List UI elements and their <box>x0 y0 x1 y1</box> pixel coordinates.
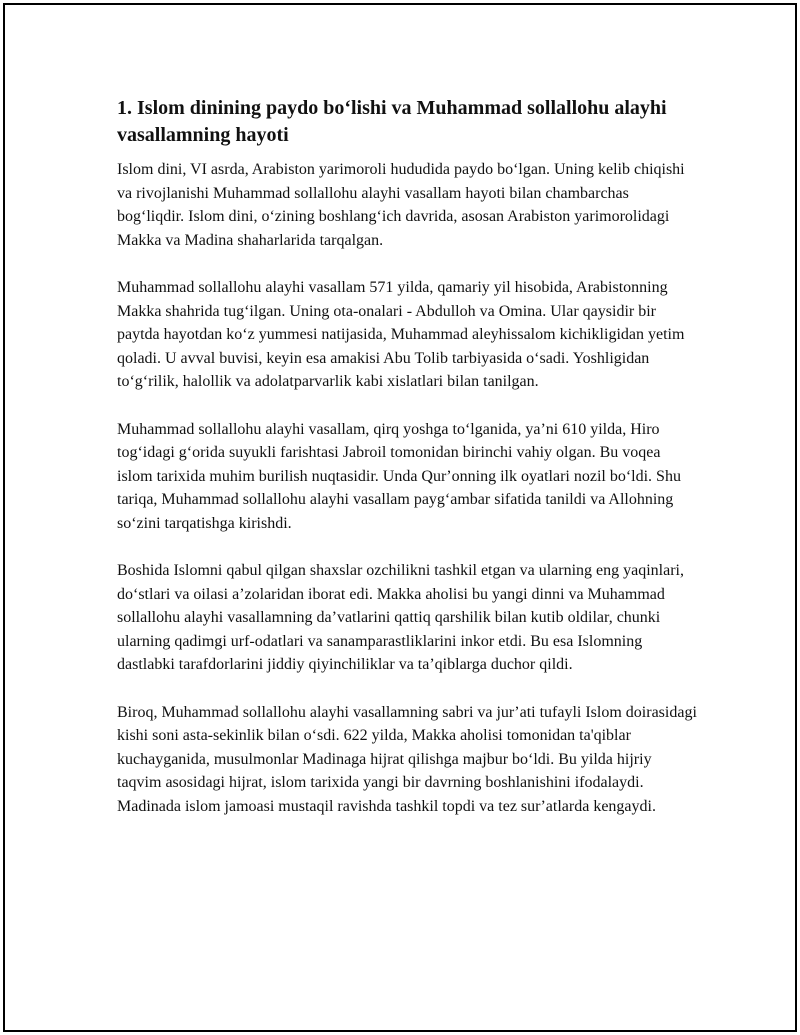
paragraph-4: Boshida Islomni qabul qilgan shaxslar ozchilikni tashkil etgan va ularning eng yaqinlari, doʻstlari va oilasi aʼzolaridan iborat edi. Makka aholisi bu yangi dinni va Muhammad sollallohu alayhi vasallamning daʼvatlarini qattiq qarshilik bilan kutib oldilar, chunki ularning qadimgi urf-odatlari va sanamparastliklarini inkor etdi. Bu esa Islomning dastlabki tarafdorlarini jiddiy qiyinchiliklar va taʼqiblarga duchor qildi. <box>117 562 684 673</box>
paragraph-3: Muhammad sollallohu alayhi vasallam, qirq yoshga toʻlganida, yaʼni 610 yilda, Hiro togʻidagi gʻorida suyukli farishtasi Jabroil tomonidan birinchi vahiy olgan. Bu voqea islom tarixida muhim burilish nuqtasidir. Unda Qurʼonning ilk oyatlari nozil boʻldi. Shu tariqa, Muhammad sollallohu alayhi vasallam paygʻambar sifatida tanildi va Allohning soʻzini tarqatishga kirishdi. <box>117 420 681 532</box>
paragraph-1: Islom dini, VI asrda, Arabiston yarimoroli hududida paydo boʻlgan. Uning kelib chiqishi va rivojlanishi Muhammad sollallohu alayhi vasallam hayoti bilan chambarchas bogʻliqdir. Islom dini, oʻzining boshlangʻich davrida, asosan Arabiston yarimorolidagi Makka va Madina shaharlarida tarqalgan. <box>117 161 685 249</box>
paragraph-5: Biroq, Muhammad sollallohu alayhi vasallamning sabri va jurʼati tufayli Islom doirasidagi kishi soni asta-sekinlik bilan oʻsdi. 622 yilda, Makka aholisi tomonidan ta'qiblar kuchayganida, musulmonlar Madinaga hijrat qilishga majbur boʻldi. Bu yilda hijriy taqvim asosidagi hijrat, islom tarixida yangi bir davrning boshlanishini ifodalaydi. Madinada islom jamoasi mustaqil ravishda tashkil topdi va tez surʼatlarda kengaydi. <box>117 703 697 815</box>
paragraph-2: Muhammad sollallohu alayhi vasallam 571 yilda, qamariy yil hisobida, Arabistonning Makka shahrida tugʻilgan. Uning ota-onalari - Abdulloh va Omina. Ular qaysidir bir paytda hayotdan koʻz yummesi natijasida, Muhammad aleyhissalom kichikligidan yetim qoladi. U avval buvisi, keyin esa amakisi Abu Tolib tarbiyasida oʻsadi. Yoshligidan toʻgʻrilik, halollik va adolatparvarlik kabi xislatlari bilan tanilgan. <box>117 279 685 390</box>
section-heading: 1. Islom dinining paydo boʻlishi va Muhammad sollallohu alayhi vasallamning hayoti <box>117 97 667 146</box>
document-body <box>117 95 697 842</box>
